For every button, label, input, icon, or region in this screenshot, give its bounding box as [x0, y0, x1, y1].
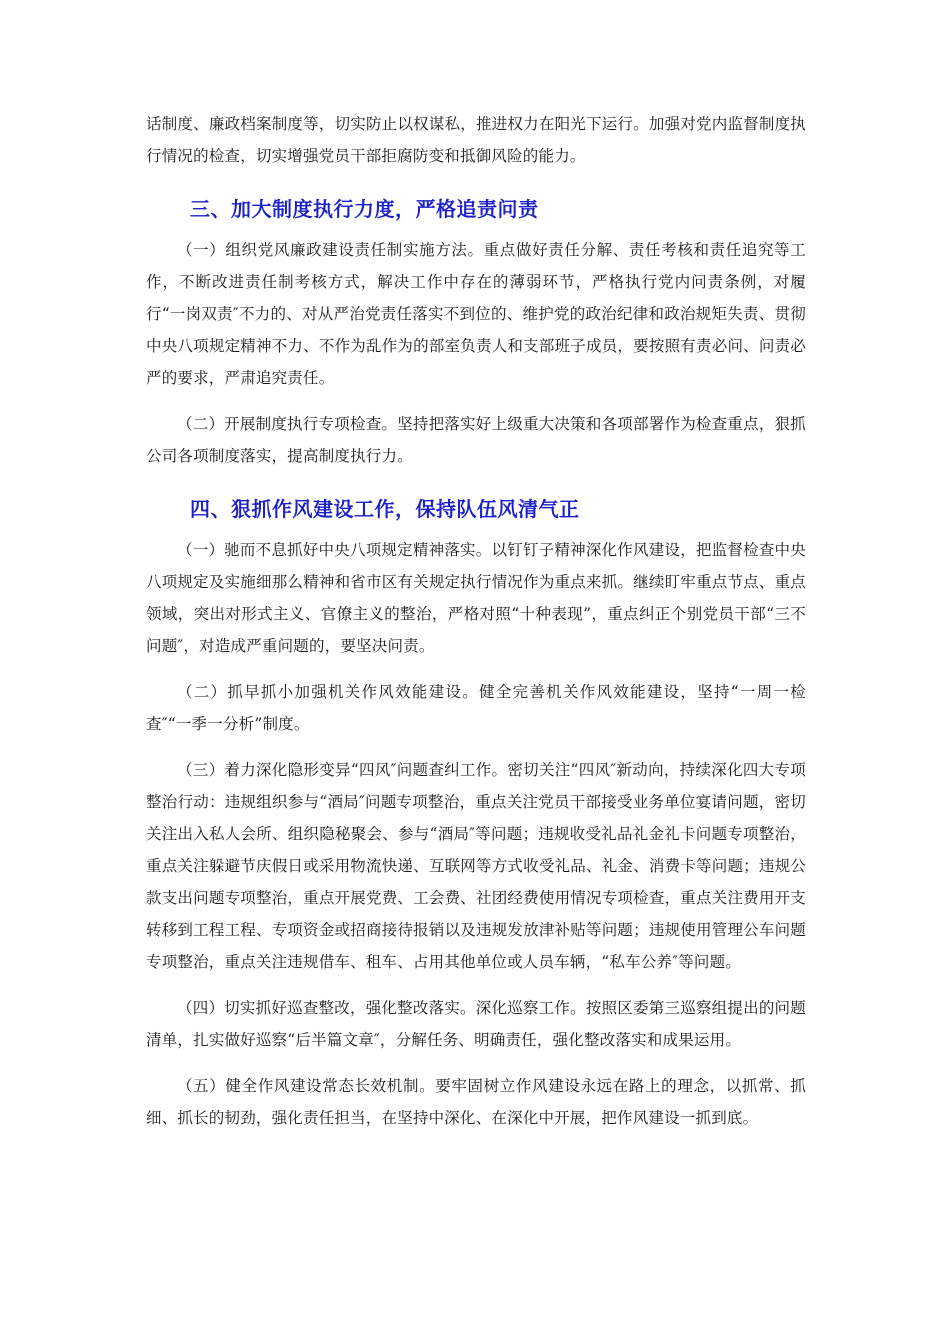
section-3-paragraph-1: （一）组织党风廉政建设责任制实施方法。重点做好责任分解、责任考核和责任追究等工作，不断改进责任制考核方式，解决工作中存在的薄弱环节，严格执行党内问责条例，对履行“一岗双责″不力的、对从严治党责任落实不到位的、维护党的政治纪律和政治规矩失责、贯彻中央八项规定精神不力、不作为乱作为的部室负责人和支部班子成员，要按照有责必问、问责必严的要求，严肃追究责任。 — [146, 241, 806, 387]
section-4-paragraph-1: （一）驰而不息抓好中央八项规定精神落实。以钉钉子精神深化作风建设，把监督检查中央八项规定及实施细那么精神和省市区有关规定执行情况作为重点来抓。继续盯牢重点节点、重点领域，突出对形式主义、官僚主义的整治，严格对照“十种表现”，重点纠正个别党员干部“三不问题″，对造成严重问题的，要坚决问责。 — [146, 541, 806, 655]
intro-paragraph: 话制度、廉政档案制度等，切实防止以权谋私，推进权力在阳光下运行。加强对党内监督制度执行情况的检查，切实增强党员干部拒腐防变和抵御风险的能力。 — [146, 115, 806, 165]
section-3-paragraph-2: （二）开展制度执行专项检查。坚持把落实好上级重大决策和各项部署作为检查重点，狠抓公司各项制度落实，提高制度执行力。 — [146, 415, 806, 465]
section-4-paragraph-3: （三）着力深化隐形变异“四风″问题查纠工作。密切关注“四风″新动向，持续深化四大专项整治行动：违规组织参与“酒局″问题专项整治，重点关注党员干部接受业务单位宴请问题，密切关注出入私人会所、组织隐秘聚会、参与“酒局″等问题；违规收受礼品礼金礼卡问题专项整治，重点关注躲避节庆假日或采用物流快递、互联网等方式收受礼品、礼金、消费卡等问题；违规公款支出问题专项整治，重点开展党费、工会费、社团经费使用情况专项检查，重点关注费用开支转移到工程工程、专项资金或招商接待报销以及违规发放津补贴等问题；违规使用管理公车问题专项整治，重点关注违规借车、租车、占用其他单位或人员车辆，“私车公养″等问题。 — [146, 761, 806, 971]
section-4-paragraph-2: （二）抓早抓小加强机关作风效能建设。健全完善机关作风效能建设，坚持“一周一检查″“一季一分析”制度。 — [146, 683, 806, 733]
section-4-paragraph-5: （五）健全作风建设常态长效机制。要牢固树立作风建设永远在路上的理念，以抓常、抓细、抓长的韧劲，强化责任担当，在坚持中深化、在深化中开展，把作风建设一抓到底。 — [146, 1077, 806, 1127]
document-page — [146, 108, 806, 1148]
section-3-heading: 三、加大制度执行力度，严格追责问责 — [190, 197, 539, 221]
section-4-heading: 四、狠抓作风建设工作，保持队伍风清气正 — [190, 497, 580, 521]
section-4-paragraph-4: （四）切实抓好巡查整改，强化整改落实。深化巡察工作。按照区委第三巡察组提出的问题清单，扎实做好巡察“后半篇文章″，分解任务、明确责任，强化整改落实和成果运用。 — [146, 999, 806, 1049]
